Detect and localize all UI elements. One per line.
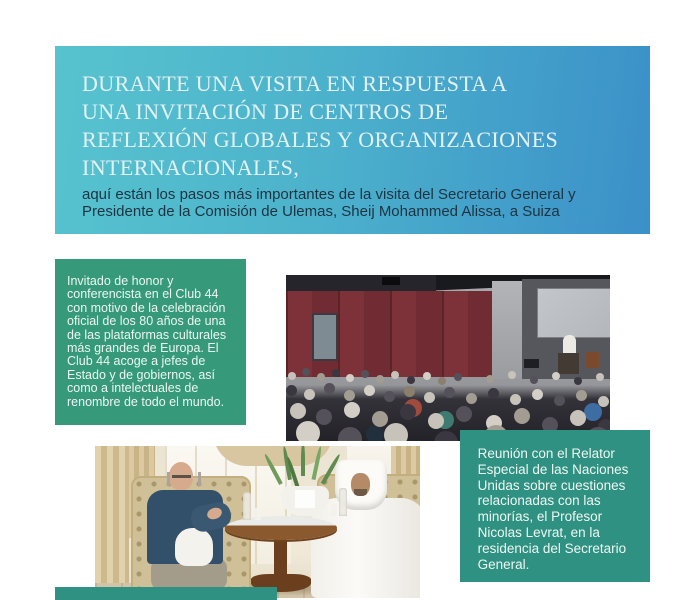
headline-subtext (55, 182, 650, 220)
right-man-robe (311, 498, 420, 598)
header-banner (55, 46, 650, 234)
headline-line-3: REFLEXIÓN GLOBALES Y ORGANIZACIONES (82, 127, 559, 152)
curtain-left-outer (95, 446, 129, 586)
left-man-glasses (172, 475, 191, 478)
plant-leaf (301, 446, 305, 476)
subtext-line-2: Presidente de la Comisión de Ulemas, Sheij Mohammed Alissa, a Suiza (82, 202, 560, 220)
meeting-photo (95, 446, 420, 598)
water-glass (255, 508, 261, 520)
auditorium-door (312, 313, 338, 361)
stage-monitor (524, 359, 539, 368)
subtext-line-1: aquí están los pasos más importantes de la visita del Secretario General y (82, 186, 576, 203)
left-man-shirt (175, 528, 213, 566)
relator-text: Reunión con el Relator Especial de las Naciones Unidas sobre cuestiones relacionadas con las minorías, el Profesor Nicolas Levrat, en la residencia del Secretario General. (477, 446, 629, 572)
headline-line-2: UNA INVITACIÓN DE CENTROS DE (82, 99, 449, 124)
tissue-box (295, 490, 315, 508)
table-top (225, 516, 337, 540)
section-club44 (55, 259, 650, 425)
section-relator (55, 430, 650, 582)
auditorium-light-rig (382, 277, 400, 285)
auditorium-pillar (492, 281, 522, 379)
water-glass (331, 504, 337, 516)
headline-line-1: DURANTE UNA VISITA EN RESPUESTA A (82, 71, 508, 96)
club44-text-panel (55, 259, 246, 425)
next-text-panel-partial (55, 587, 277, 600)
water-bottle (339, 488, 347, 516)
relator-text-panel (460, 430, 650, 582)
headline (55, 46, 650, 182)
stage-chair (585, 352, 599, 368)
club44-text: Invitado de honor y conferencista en el Club 44 con motivo de la celebración oficial de los 80 años de una de las plataformas culturales más grandes de Europa. El Club 44 acoge a jefes de Estado y de gobiernos, así como a intelectuales de renombre de todo el mundo. (67, 274, 227, 409)
water-bottle (243, 492, 251, 520)
section-next-partial (55, 587, 650, 600)
auditorium-photo (286, 275, 610, 441)
podium (558, 353, 579, 374)
projection-screen (538, 289, 610, 337)
headline-line-4: INTERNACIONALES, (82, 155, 300, 180)
right-man-beard (354, 489, 367, 496)
